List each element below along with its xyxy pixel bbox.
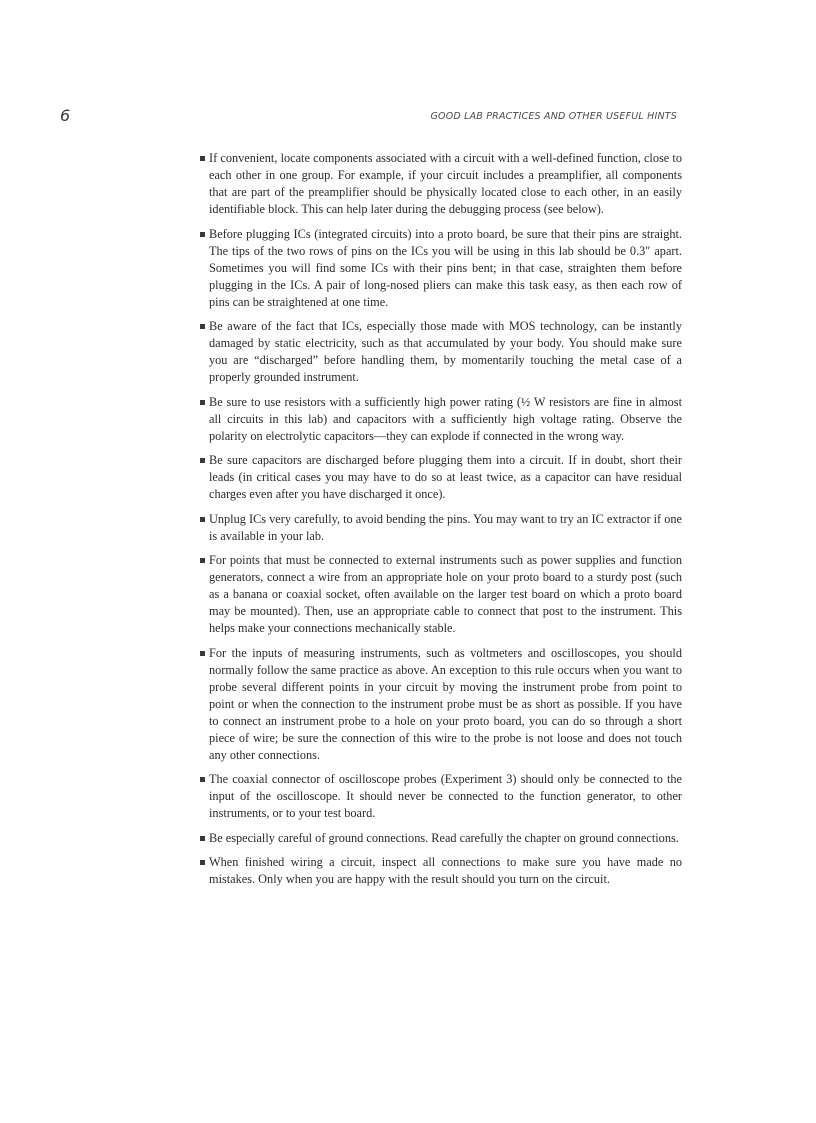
square-bullet-icon — [200, 156, 205, 161]
tips-bullet-list — [200, 150, 682, 896]
bullet-item-straighten-pins — [200, 226, 682, 311]
bullet-item-external-instruments — [200, 552, 682, 637]
bullet-text: The coaxial connector of oscilloscope probes (Experiment 3) should only be connected to the input of the oscilloscope. It should never be connected to the function generator, to other instruments, or to your test board. — [209, 772, 682, 820]
bullet-item-unplug-ics — [200, 511, 682, 545]
square-bullet-icon — [200, 517, 205, 522]
bullet-text: Be sure capacitors are discharged before plugging them into a circuit. If in doubt, short their leads (in critical cases you may have to do so at least twice, as a capacitor can have residual charges even after you have discharged it once). — [209, 453, 682, 501]
bullet-text: For points that must be connected to external instruments such as power supplies and function generators, connect a wire from an appropriate hole on your proto board to a sturdy post (such as a banana or coaxial socket, often available on the larger test board on which a proto board may be mounted). Then, use an appropriate cable to connect that post to the instrument. This helps make your connections mechanically stable. — [209, 553, 682, 635]
square-bullet-icon — [200, 651, 205, 656]
square-bullet-icon — [200, 232, 205, 237]
page-number: 6 — [60, 106, 71, 125]
bullet-item-group-components — [200, 150, 682, 218]
bullet-text: Before plugging ICs (integrated circuits) into a proto board, be sure that their pins are straight. The tips of the two rows of pins on the ICs you will be using in this lab should be 0.3″ apart. Sometimes you will find some ICs with their pins bent; in that case, straighten them before plugging in the ICs. A pair of long-nosed pliers can make this task easy, as then each row of pins can be straightened at one time. — [209, 226, 682, 309]
square-bullet-icon — [200, 777, 205, 782]
bullet-text: If convenient, locate components associated with a circuit with a well-defined function, close to each other in one group. For example, if your circuit includes a preamplifier, all components that are part of the preamplifier should be physically located close to each other, in an easily identifiable block. This can help later during the debugging process (see below). — [209, 151, 682, 216]
bullet-item-inspect-wiring — [200, 854, 682, 888]
square-bullet-icon — [200, 860, 205, 865]
bullet-text: For the inputs of measuring instruments, such as voltmeters and oscilloscopes, you should normally follow the same practice as above. An exception to this rule occurs when you want to probe several different points in your circuit by moving the instrument probe from point to point or when the connection to the instrument probe must be as short as possible. If you have to connect an instrument probe to a hole on your proto board, you can do so through a short piece of wire; be sure the connection of this wire to the probe is not loose and does not touch any other connections. — [209, 645, 682, 762]
square-bullet-icon — [200, 558, 205, 563]
bullet-item-static-electricity — [200, 318, 682, 386]
bullet-text: Be aware of the fact that ICs, especially those made with MOS technology, can be instantly damaged by static electricity, such as that accumulated by your body. You should make sure you are “discharged” before handling them, by momentarily touching the metal case of a properly grounded instrument. — [209, 319, 682, 384]
square-bullet-icon — [200, 324, 205, 329]
square-bullet-icon — [200, 400, 205, 405]
running-title: GOOD LAB PRACTICES AND OTHER USEFUL HINTS — [430, 111, 677, 122]
bullet-item-discharge-capacitors — [200, 452, 682, 503]
bullet-text: Be sure to use resistors with a sufficiently high power rating (½ W resistors are fine in almost all circuits in this lab) and capacitors with a sufficiently high voltage rating. Observe the polarity on electrolytic capacitors—they can explode if connected in the wrong way. — [209, 394, 682, 443]
bullet-item-measuring-inputs — [200, 645, 682, 764]
bullet-text: Be especially careful of ground connections. Read carefully the chapter on ground connections. — [209, 830, 679, 845]
bullet-text: Unplug ICs very carefully, to avoid bending the pins. You may want to try an IC extractor if one is available in your lab. — [209, 511, 682, 543]
square-bullet-icon — [200, 836, 205, 841]
square-bullet-icon — [200, 458, 205, 463]
bullet-text: When finished wiring a circuit, inspect all connections to make sure you have made no mistakes. Only when you are happy with the result should you turn on the circuit. — [209, 855, 682, 886]
bullet-item-ground-connections — [200, 830, 682, 847]
bullet-item-coaxial-connector — [200, 771, 682, 822]
bullet-item-power-rating — [200, 394, 682, 445]
